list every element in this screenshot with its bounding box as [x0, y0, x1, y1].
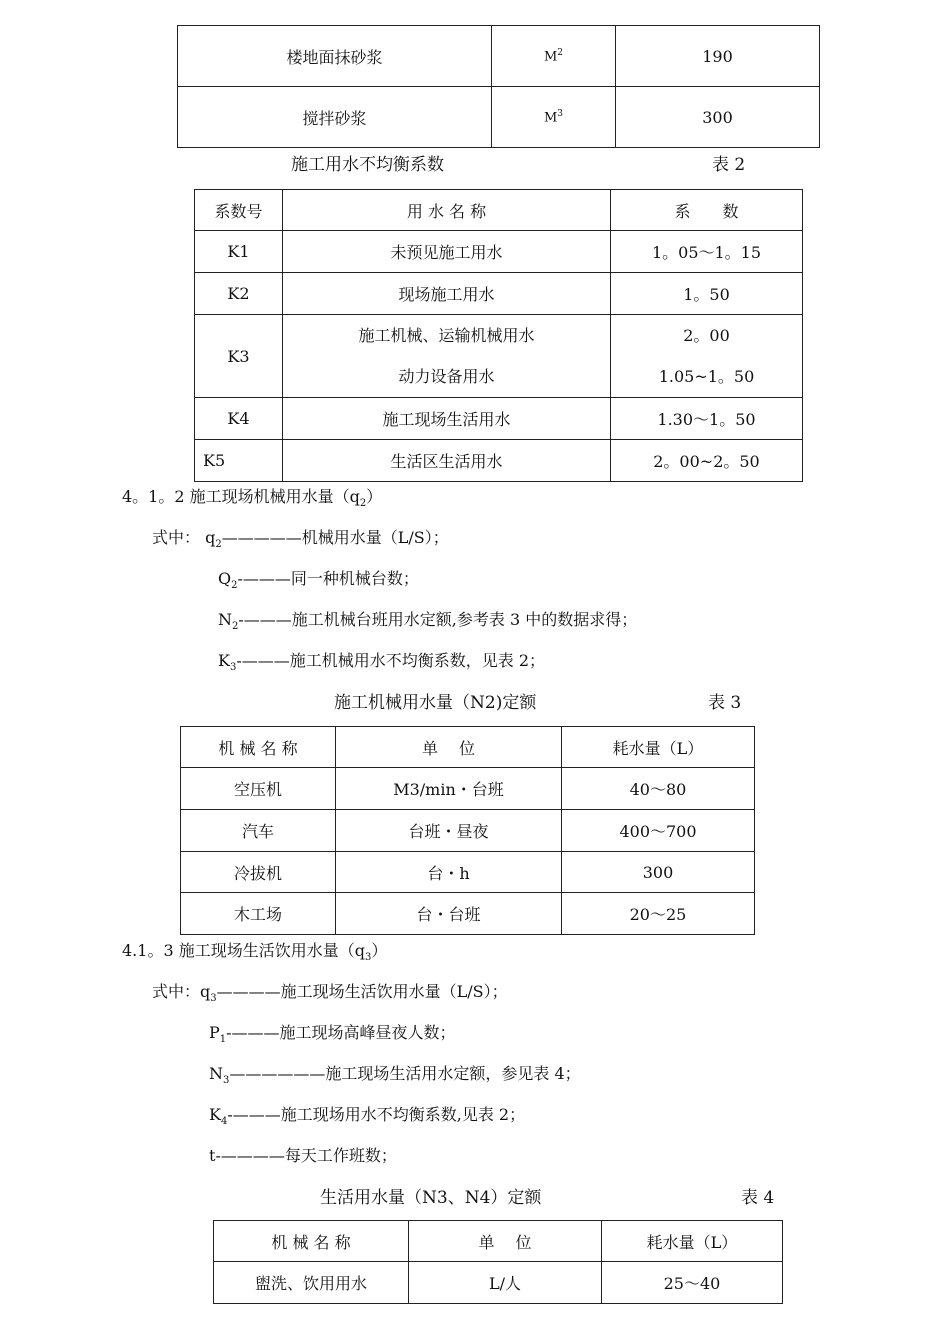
table-header-row	[214, 1221, 783, 1262]
cell-coef: 2。00	[683, 326, 730, 345]
header-code: 系数号	[195, 190, 283, 231]
cell-name: 生活区生活用水	[283, 440, 611, 482]
cell-unit: M3/min・台班	[336, 768, 562, 810]
table3-caption: 施工机械用水量（N2)定额	[334, 693, 537, 713]
header-unit: 单 位	[409, 1221, 602, 1262]
cell-unit: 台・台班	[336, 893, 562, 935]
cell-unit: 台・h	[336, 852, 562, 893]
table-row	[181, 810, 755, 852]
header-name: 用 水 名 称	[283, 190, 611, 231]
formula-line: $P_1-———$施工现场高峰昼夜人数；	[209, 1023, 456, 1046]
table-row	[195, 231, 803, 273]
table-row	[195, 440, 803, 482]
cell-name: 施工机械、运输机械用水	[358, 326, 535, 345]
cell-value: 190	[616, 26, 820, 87]
cell-name: 汽车	[181, 810, 336, 852]
table-domestic-water	[213, 1220, 783, 1304]
table-mortar	[177, 25, 820, 148]
cell-name-group	[283, 315, 611, 398]
cell-name: 空压机	[181, 768, 336, 810]
table2-label: 表 2	[712, 155, 746, 175]
formula-line: $K_3-———$施工机械用水不均衡系数，见表 2；	[218, 651, 546, 674]
cell-code: K3	[195, 315, 283, 398]
cell-water: 300	[562, 852, 755, 893]
formula-line: $K_4-———$施工现场用水不均衡系数,见表 2；	[209, 1105, 526, 1128]
cell-value: 300	[616, 87, 820, 148]
cell-unit: $M^3$	[492, 87, 616, 148]
table4-caption: 生活用水量（N3、N4）定额	[320, 1188, 542, 1208]
cell-name: 木工场	[181, 893, 336, 935]
table-row	[214, 1262, 783, 1304]
cell-coef-group	[611, 315, 803, 398]
formula-line: $N_3——————$施工现场生活用水定额，参见表 4；	[209, 1064, 581, 1087]
cell-name: 冷拔机	[181, 852, 336, 893]
formula-line: t-————每天工作班数；	[209, 1146, 397, 1165]
cell-coef: 1。50	[611, 273, 803, 315]
cell-coef: 1.30～1。50	[611, 398, 803, 440]
cell-coef: 1.05~1。50	[658, 367, 755, 386]
cell-name: 未预见施工用水	[283, 231, 611, 273]
cell-water: 400～700	[562, 810, 755, 852]
table-row	[181, 768, 755, 810]
table-row	[195, 398, 803, 440]
table4-label: 表 4	[741, 1188, 775, 1208]
cell-name: 搅拌砂浆	[178, 87, 492, 148]
header-water: 耗水量（L）	[562, 727, 755, 768]
table-row	[178, 26, 820, 87]
cell-code: K5	[195, 440, 283, 482]
formula-line: $N_2-———$施工机械台班用水定额,参考表 3 中的数据求得；	[218, 610, 638, 633]
table-row	[181, 852, 755, 893]
header-name: 机 械 名 称	[181, 727, 336, 768]
cell-water: 25～40	[602, 1262, 783, 1304]
table2-caption: 施工用水不均衡系数	[291, 155, 444, 175]
formula-line: $Q_2-———$同一种机械台数；	[218, 569, 419, 592]
table3-label: 表 3	[708, 693, 742, 713]
formula-line: 式中：$q_3————$施工现场生活饮用水量（L/S）；	[152, 982, 508, 1005]
table-row	[178, 87, 820, 148]
cell-name: 楼地面抹砂浆	[178, 26, 492, 87]
cell-unit: $M^2$	[492, 26, 616, 87]
cell-code: K2	[195, 273, 283, 315]
table-row	[195, 315, 803, 398]
cell-unit: 台班・昼夜	[336, 810, 562, 852]
cell-code: K4	[195, 398, 283, 440]
table-header-row	[181, 727, 755, 768]
table-row	[181, 893, 755, 935]
table-machine-water	[180, 726, 755, 935]
header-name: 机 械 名 称	[214, 1221, 409, 1262]
table-header-row	[195, 190, 803, 231]
cell-name: 施工现场生活用水	[283, 398, 611, 440]
table-coefficients	[194, 189, 803, 482]
cell-coef: 1。05～1。15	[611, 231, 803, 273]
cell-water: 20～25	[562, 893, 755, 935]
section-heading-413: 4.1。3 施工现场生活饮用水量$(q_3)$	[122, 941, 388, 964]
cell-code: K1	[195, 231, 283, 273]
header-water: 耗水量（L）	[602, 1221, 783, 1262]
formula-line: 式中： $q_2—————$机械用水量（L/S）；	[152, 528, 449, 551]
cell-coef: 2。00~2。50	[611, 440, 803, 482]
cell-name: 现场施工用水	[283, 273, 611, 315]
cell-name: 盥洗、饮用用水	[214, 1262, 409, 1304]
table-row	[195, 273, 803, 315]
header-unit: 单 位	[336, 727, 562, 768]
section-heading-412: 4。1。2 施工现场机械用水量$(q_2)$	[122, 487, 383, 510]
cell-unit: L/人	[409, 1262, 602, 1304]
header-coef: 系 数	[611, 190, 803, 231]
cell-water: 40～80	[562, 768, 755, 810]
cell-name: 动力设备用水	[398, 367, 495, 386]
